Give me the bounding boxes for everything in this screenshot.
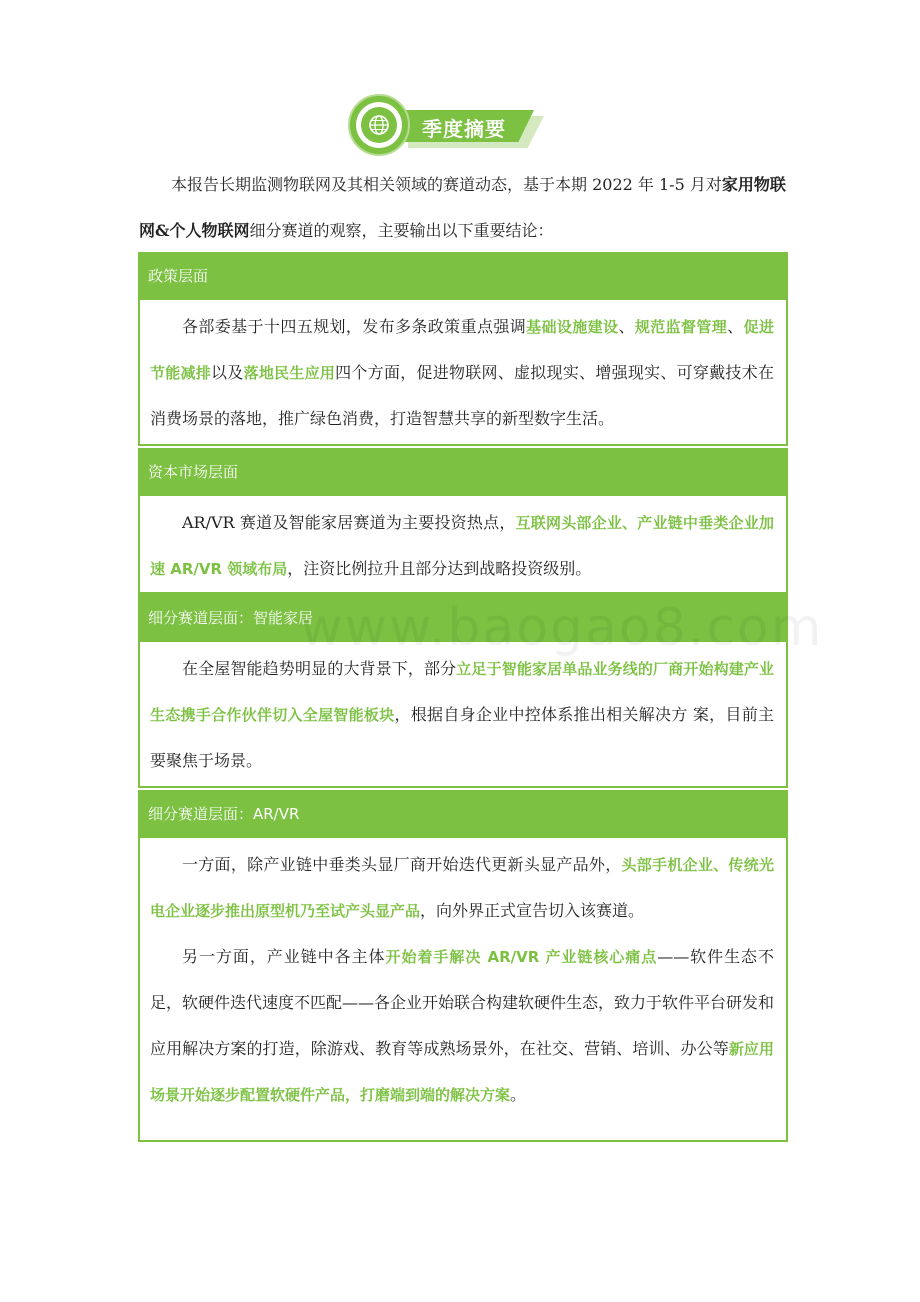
highlight: 规范监督管理 (634, 318, 728, 336)
text-run: 、 (618, 317, 635, 336)
text-run: 、 (727, 317, 744, 336)
highlight: 新应用场景开始逐步配置软硬件产品，打磨端到端的解决方案 (150, 1040, 774, 1104)
highlight: 互联网头部企业、产业链中垂类企业加速 AR/VR 领域布局 (150, 514, 774, 578)
text-run: ——软件生态不足，软硬件迭代速度不匹配——各企业开始联合构建软硬件生态，致力于软件平台研发和应用解决方案的打造，除游戏、教育等成熟场景外，在社交、营销、培训、办公等 (150, 947, 775, 1058)
section-body-policy (138, 300, 788, 446)
highlight: 落地民生应用 (243, 364, 336, 382)
highlight: 促进节能减排 (150, 318, 774, 382)
section-header-policy: 政策层面 (138, 252, 788, 300)
page-title: 季度摘要 (422, 117, 506, 141)
text-run: 一方面，除产业链中垂类头显厂商开始迭代更新头显产品外， (182, 855, 622, 874)
text-run: 另一方面，产业链中各主体 (182, 947, 386, 966)
text-run: AR/VR 赛道及智能家居赛道为主要投资热点， (182, 513, 516, 532)
section-body-arvr (138, 838, 788, 1142)
highlight: 基础设施建设 (526, 318, 619, 336)
section-header-smarthome: 细分赛道层面：智能家居 (138, 594, 788, 642)
text-run: ，向外界正式宣告切入该赛道。 (420, 901, 645, 920)
text-run: 在全屋智能趋势明显的大背景下，部分 (182, 659, 457, 678)
section-header-capital: 资本市场层面 (138, 448, 788, 496)
section-title-badge (348, 94, 558, 160)
section-body-smarthome (138, 642, 788, 788)
watermark: www.baogao8.com (300, 598, 824, 658)
text-run: 。 (510, 1085, 527, 1104)
section-body-capital (138, 496, 788, 594)
capital-paragraph (150, 500, 774, 592)
smarthome-paragraph (150, 646, 774, 784)
arvr-paragraph-1 (150, 842, 774, 934)
globe-icon (368, 114, 390, 136)
arvr-paragraph-2 (150, 934, 774, 1118)
highlight: 开始着手解决 AR/VR 产业链核心痛点 (385, 948, 658, 966)
text-run: ，根据自身企业中控体系推出相关解决方 案，目前主要聚焦于场景。 (150, 705, 774, 770)
text-run: 四个方面，促进物联网、虚拟现实、增强现实、可穿戴技术在消费场景的落地，推广绿色消费，打造智慧共享的新型数字生活。 (150, 363, 774, 428)
intro-bold: 家用物联网&个人物联网 (139, 175, 786, 240)
text-run: ，注资比例拉升且部分达到战略投资级别。 (287, 559, 592, 578)
highlight: 立足于智能家居单品业务线的厂商开始构建产业生态携手合作伙伴切入全屋智能板块 (150, 660, 774, 724)
policy-paragraph (150, 304, 774, 442)
intro-suffix: 细分赛道的观察，主要输出以下重要结论： (249, 221, 554, 240)
text-run: 以及 (211, 363, 244, 382)
section-header-arvr: 细分赛道层面：AR/VR (138, 790, 788, 838)
intro-paragraph (139, 162, 787, 254)
highlight: 头部手机企业、传统光电企业逐步推出原型机乃至试产头显产品 (150, 856, 774, 920)
intro-prefix: 本报告长期监测物联网及其相关领域的赛道动态，基于本期 2022 年 1-5 月对 (171, 175, 722, 194)
text-run: 各部委基于十四五规划，发布多条政策重点强调 (182, 317, 527, 336)
